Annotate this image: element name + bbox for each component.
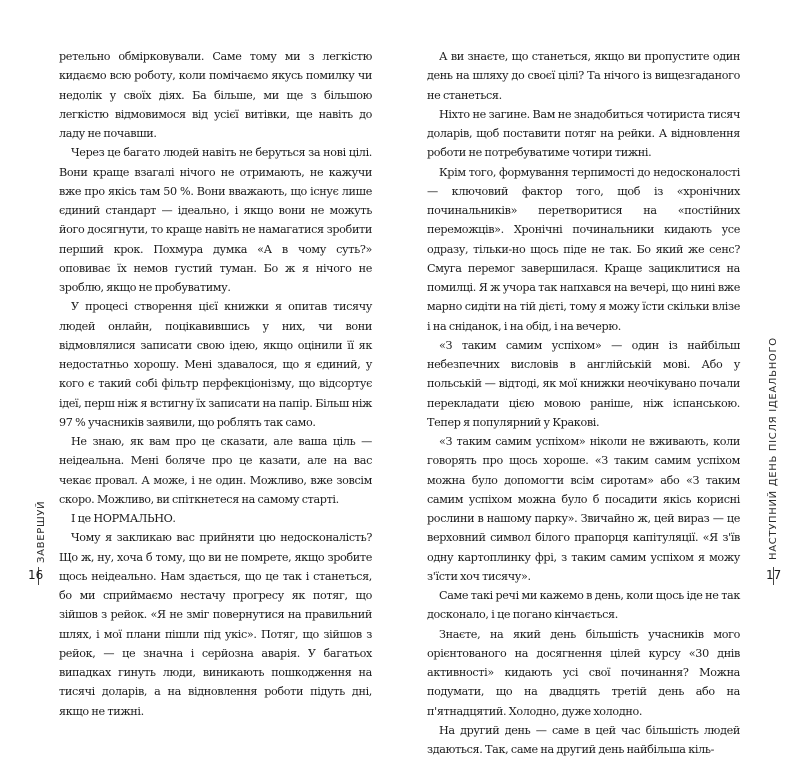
paragraph: І це НОРМАЛЬНО. xyxy=(71,512,176,525)
paragraph: Чому я закликаю вас прийняти цю недосконалість? Що ж, ну, хоча б тому, що ви не помрете, якщо зробите щось неідеально. Нам здається, що це так і станеться, бо ми сприймаємо нестачу прогресу як потяг, що зійшов з рейок. «Я не зміг повернутися на правильний шлях, і мої плани пішли під укіс». Потяг, що зійшов з рейок, — це значна і серйозна аварія. У багатьох випадках гинуть люди, виникають пошкодження на тисячі доларів, а на відновлення роботи підуть дні, якщо не тижні. xyxy=(59,531,372,718)
paragraph: У процесі створення цієї книжки я опитав тисячу людей онлайн, поцікавившись у них, чи вони відмовлялися записати свою ідею, якщо оцінили її як недостатньо хорошу. Мені здавалося, що я єдиний, у кого є такий собі фільтр перфекціонізму, що відсортує ідеї, перш ніж я встигну їх записати на папір. Більш ніж 97 % учасників заявили, що роблять так само. xyxy=(59,300,372,429)
paragraph: Ніхто не загине. Вам не знадобиться чотириста тисяч доларів, щоб поставити потяг на рейки. А відновлення роботи не потребуватиме чотири тижні. xyxy=(427,107,740,160)
paragraph: Не знаю, як вам про це сказати, але ваша ціль — неідеальна. Мені боляче про це казати, але на вас чекає провал. А може, і не один. Можливо, вже зовсім скоро. Можливо, ви спіткнетеся на самому старті. xyxy=(59,435,372,506)
paragraph: ретельно обмірковували. Саме тому ми з легкістю кидаємо всю роботу, коли помічаємо якусь помилку чи недолік у своїх діях. Ба більше, ми ще з більшою легкістю відмовимося від усієї витівки, ще навіть до ладу не почавши. xyxy=(59,50,372,140)
paragraph: На другий день — саме в цей час більшість людей здаються. Так, саме на другий день найбільша кіль- xyxy=(427,723,740,756)
paragraph: «З таким самим успіхом» ніколи не вживають, коли говорять про щось хороше. «З таким самим успіхом можна було допомогти всім сиротам» або «З таким самим успіхом можна було б посадити якісь корисні рослини в нашому парку». Звичайно ж, цей вираз — це верховний символ білого прапорця капітуляції. «Я з'їв одну картоплинку фрі, з таким самим успіхом я можу з'їсти хоч тисячу». xyxy=(427,435,740,583)
running-head: ЗАВЕРШУЙ xyxy=(36,500,47,563)
paragraph: Крім того, формування терпимості до недосконалості — ключовий фактор того, щоб із «хронічних починальників» перетворитися на «постійних переможців». Хронічні починальники кидають усе одразу, тільки-но щось піде не так. Бо який же сенс? Смуга перемог завершилася. Краще зациклитися на помилці. Я ж учора так напхався на вечері, що нині вже марно сидіти на тій дієті, тому я можу їсти скільки влізе і на сніданок, і на обід, і на вечерю. xyxy=(427,165,740,333)
left-page xyxy=(0,0,400,718)
right-page-text xyxy=(427,47,740,759)
page-number: 17 xyxy=(766,568,782,582)
paragraph: Знаєте, на який день більшість учасників мого орієнтованого на досягнення цілей курсу «30 днів активності» кидають усі свої починання? Можна подумати, що на двадцять третій день або на п'ятнадцятий. Холодно, дуже холодно. xyxy=(427,627,740,718)
paragraph: «З таким самим успіхом» — один із найбільш небезпечних висловів в англійській мові. Або у польській — відтоді, як мої книжки неочікувано почали перекладати цією мовою раніше, ніж іспанською. Тепер я популярний у Кракові. xyxy=(427,338,740,429)
paragraph: А ви знаєте, що станеться, якщо ви пропустите один день на шляху до своєї цілі? Та нічого із вищезгаданого не станеться. xyxy=(427,50,740,102)
page-number: 16 xyxy=(28,568,44,582)
right-page xyxy=(400,0,800,756)
running-head: НАСТУПНИЙ ДЕНЬ ПІСЛЯ ІДЕАЛЬНОГО xyxy=(768,337,779,560)
paragraph: Через це багато людей навіть не беруться за нові цілі. Вони краще взагалі нічого не отримають, не кажучи вже про якісь там 50 %. Вони вважають, що існує лише єдиний стандарт — ідеально, і якщо вони не можуть його досягнути, то краще навіть не намагатися зробити перший крок. Похмура думка «А в чому суть?» оповиває їх немов густий туман. Бо ж я нічого не зроблю, якщо не пробуватиму. xyxy=(59,146,372,294)
paragraph: Саме такі речі ми кажемо в день, коли щось іде не так досконало, і це погано кінчається. xyxy=(427,589,740,622)
left-page-text xyxy=(59,47,372,721)
